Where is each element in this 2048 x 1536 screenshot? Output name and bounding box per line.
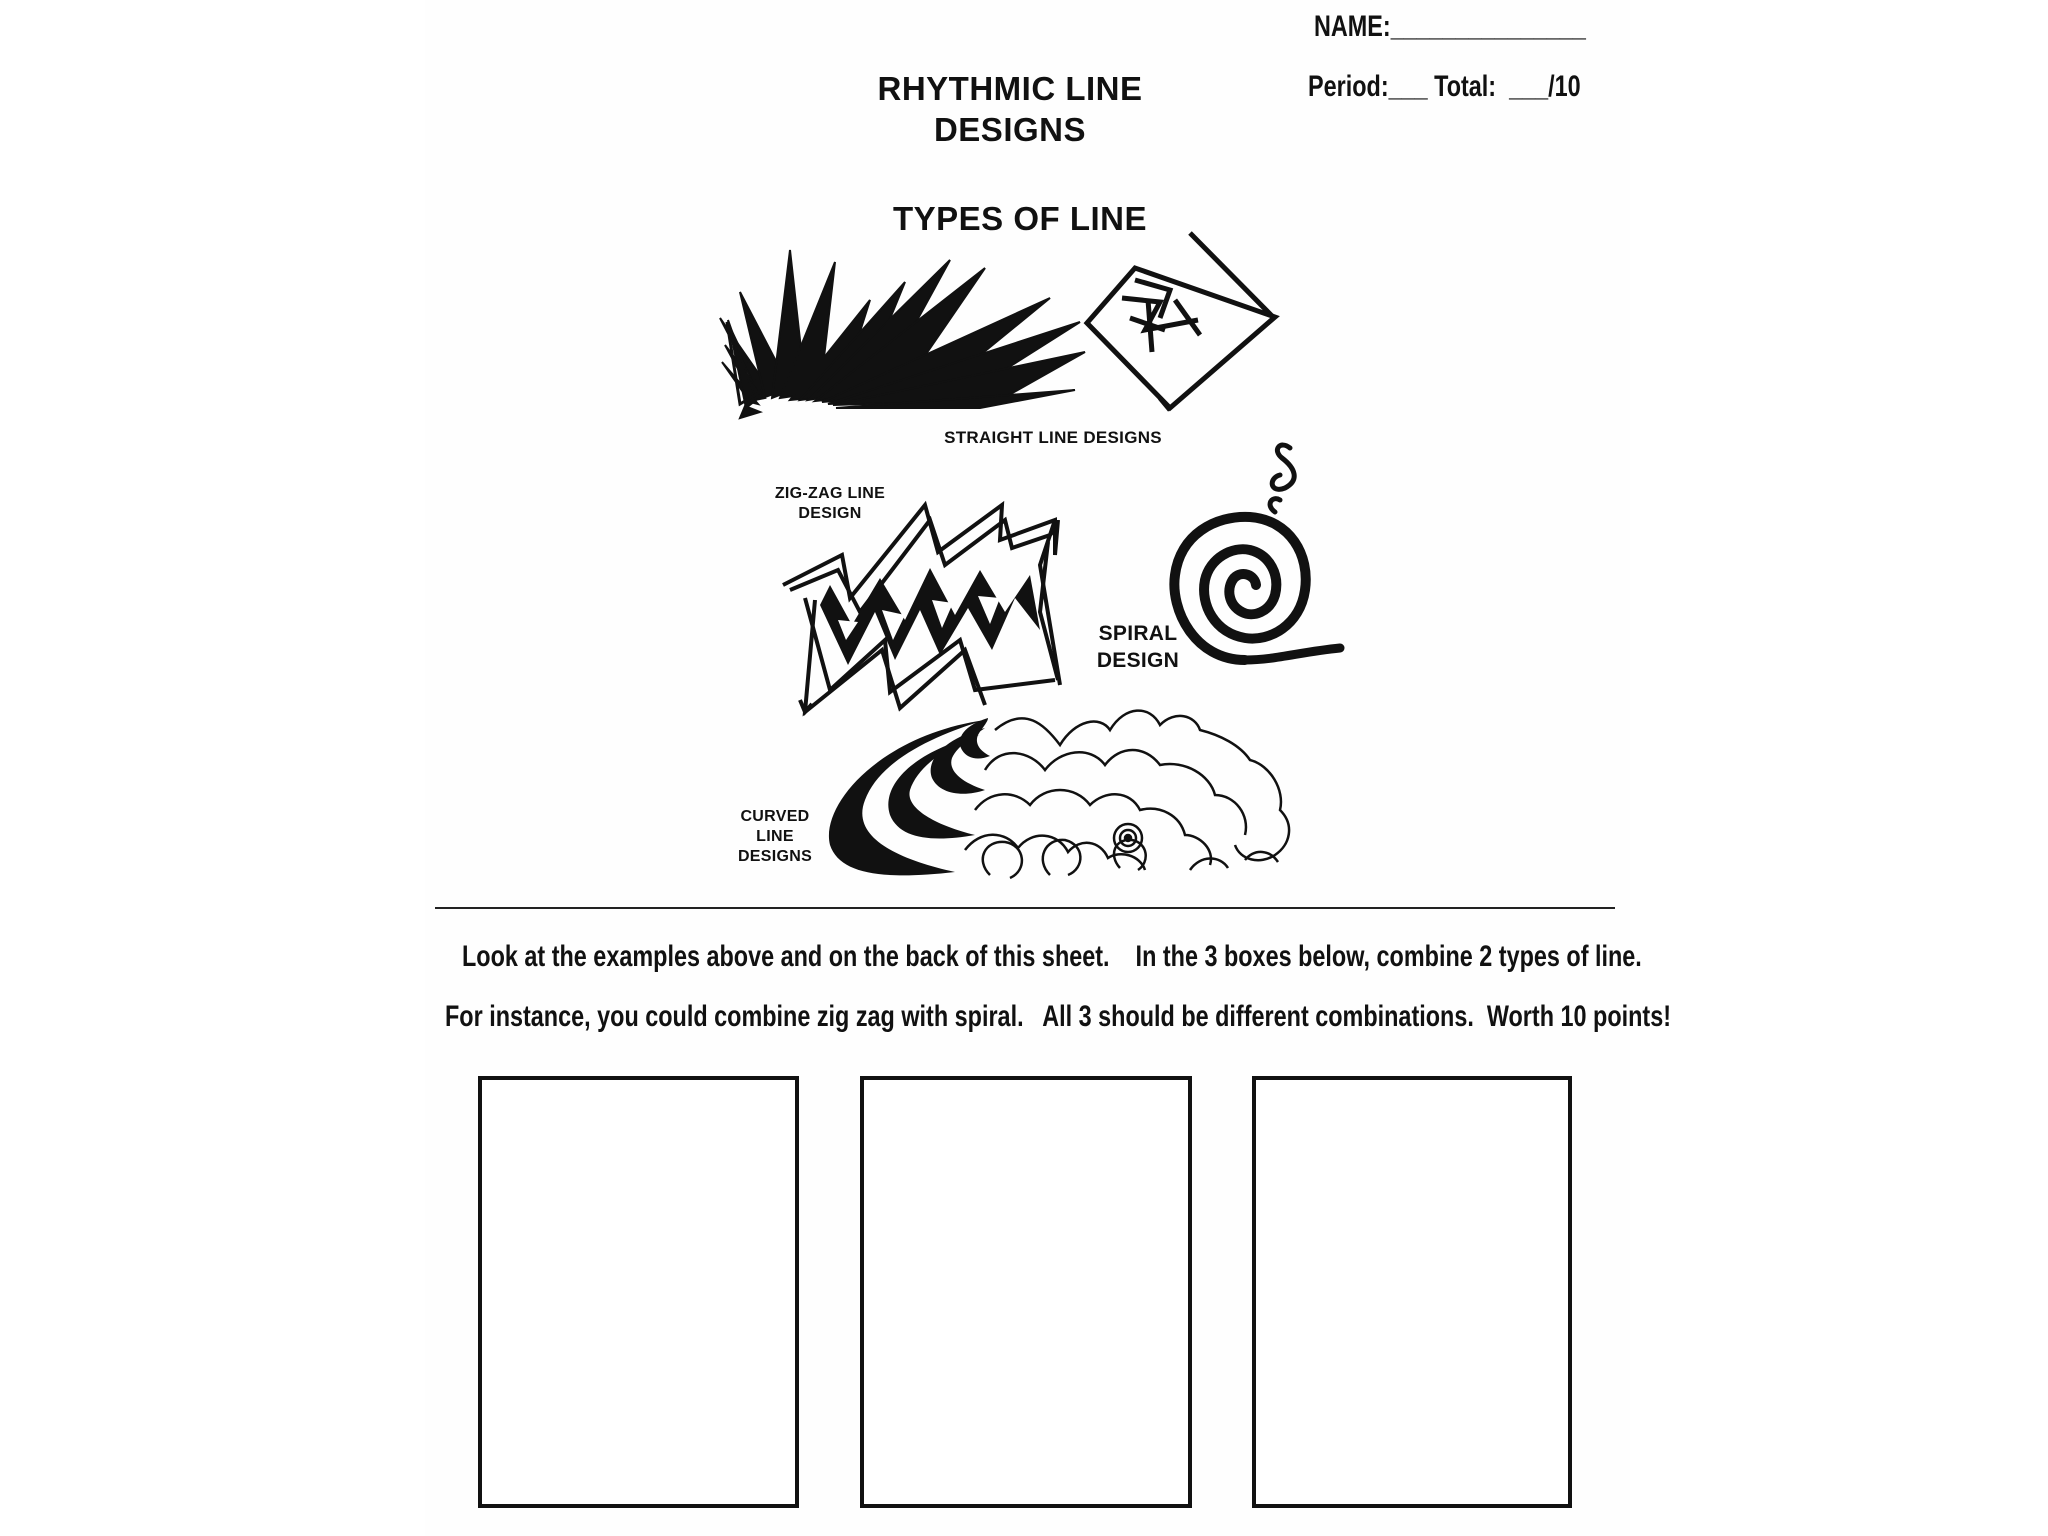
straight-line-diamond-drawing: [1087, 233, 1275, 410]
title-line-1: RHYTHMIC LINE: [877, 70, 1143, 107]
caption-zigzag: [765, 484, 895, 524]
drawing-box-3[interactable]: [1252, 1076, 1572, 1508]
caption-curved-line-1: CURVED: [740, 808, 810, 825]
drawing-box-2[interactable]: [860, 1076, 1192, 1508]
caption-zigzag-line-2: DESIGN: [798, 505, 862, 522]
caption-curved: [730, 807, 820, 867]
caption-curved-line-2: LINE: [756, 828, 794, 845]
section-subtitle: TYPES OF LINE: [892, 200, 1148, 237]
caption-spiral: [1088, 620, 1188, 674]
period-total-label: Period:___ Total: ___/10: [1308, 70, 1581, 103]
section-divider: [435, 907, 1615, 909]
name-field-label: NAME:_______________: [1314, 10, 1586, 43]
spiral-drawing: [1174, 445, 1340, 660]
title-line-2: DESIGNS: [933, 111, 1087, 148]
caption-straight-line: STRAIGHT LINE DESIGNS: [944, 428, 1162, 447]
curvy-wave-drawing: [965, 711, 1289, 878]
caption-spiral-line-1: SPIRAL: [1098, 622, 1178, 645]
instructions-line-1: Look at the examples above and on the back of this sheet. In the 3 boxes below, combine 2 types of line.: [462, 940, 1642, 973]
straight-line-burst-drawing: [720, 250, 1085, 418]
zig-zag-fill-drawing: [820, 568, 1040, 665]
caption-zigzag-line-1: ZIG-ZAG LINE: [774, 485, 886, 502]
caption-curved-line-3: DESIGNS: [737, 848, 813, 865]
instructions-line-2: For instance, you could combine zig zag with spiral. All 3 should be different combinations. Worth 10 points!: [445, 1000, 1672, 1033]
drawing-box-1[interactable]: [478, 1076, 799, 1508]
curved-crescent-drawing: [829, 718, 990, 875]
caption-spiral-line-2: DESIGN: [1096, 649, 1180, 672]
